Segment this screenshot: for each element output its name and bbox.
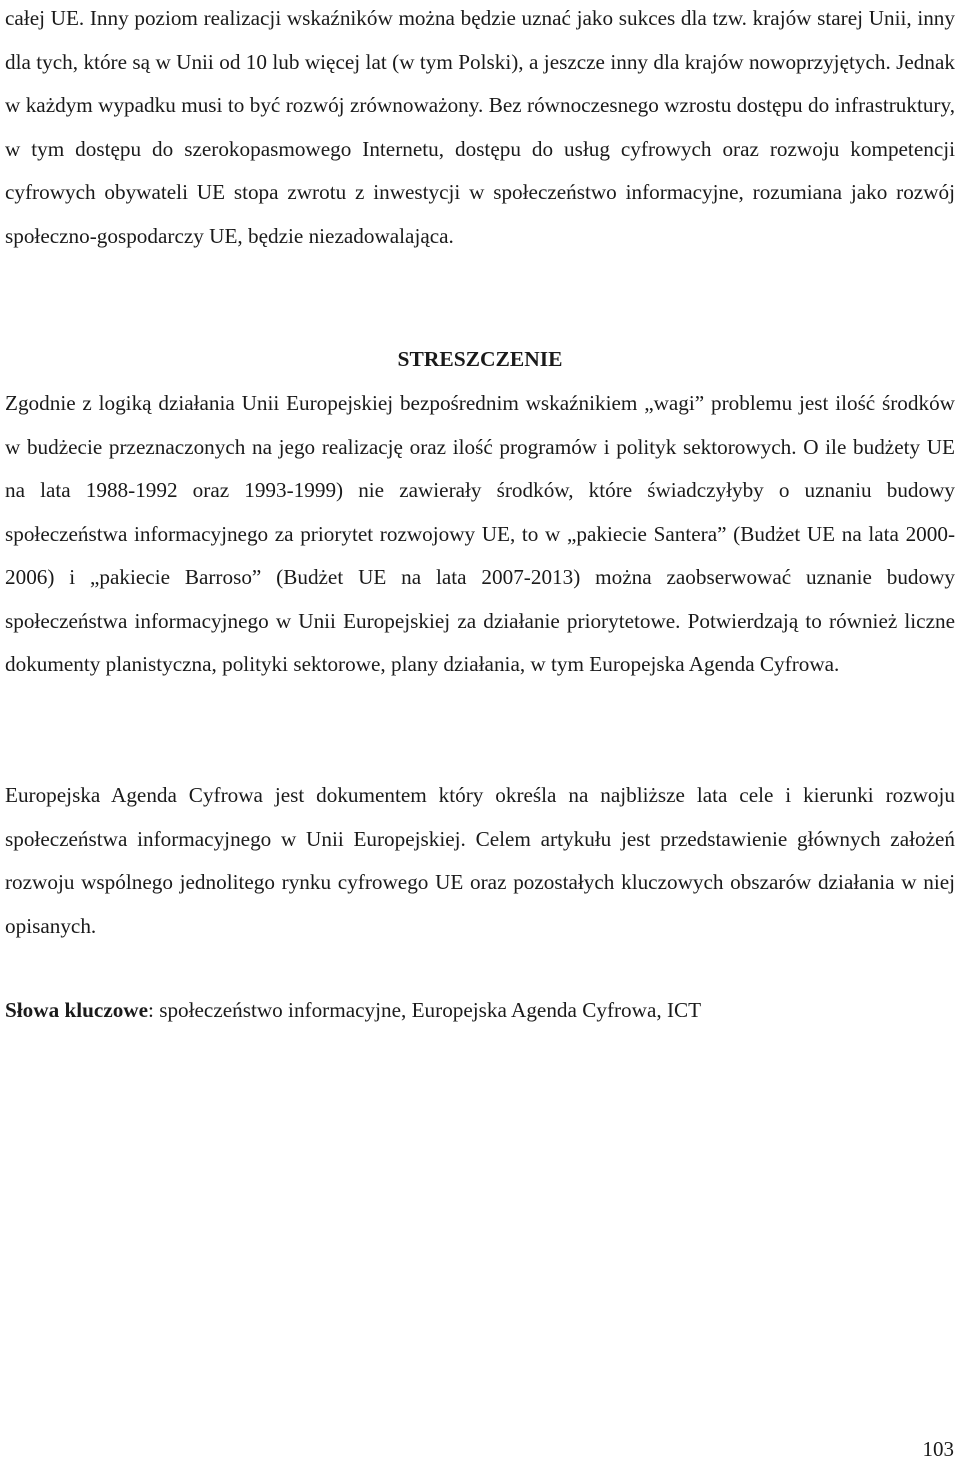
summary-paragraph: Europejska Agenda Cyfrowa jest dokumentem który określa na najbliższe lata cele i kierunki rozwoju społeczeństwa informacyjnego w Unii Europejskiej. Celem artykułu jest przedstawienie głównych założeń rozwoju wspólnego jednolitego rynku cyfrowego UE oraz pozostałych kluczowych obszarów działania w niej opisanych. [5,783,955,938]
body-paragraph: całej UE. Inny poziom realizacji wskaźników można będzie uznać jako sukces dla tzw. krajów starej Unii, inny dla tych, które są w Unii od 10 lub więcej lat (w tym Polski), a jeszcze inny dla krajów nowoprzyjętych. Jednak w każdym wypadku musi to być rozwój zrównoważony. Bez równoczesnego wzrostu dostępu do infrastruktury, w tym dostępu do szerokopasmowego Internetu, dostępu do usług cyfrowych oraz rozwoju kompetencji cyfrowych obywateli UE stopa zwrotu z inwestycji w społeczeństwo informacyjne, rozumiana jako rozwój społeczno-gospodarczy UE, będzie niezadowalająca. [5,6,955,248]
summary-heading: STRESZCZENIE [397,347,563,371]
keywords-text: : społeczeństwo informacyjne, Europejska Agenda Cyfrowa, ICT [148,998,702,1022]
summary-paragraph: Zgodnie z logiką działania Unii Europejskiej bezpośrednim wskaźnikiem „wagi” problemu jest ilość środków w budżecie przeznaczonych na jego realizację oraz ilość programów i polityk sektorowych. O ile budżety UE na lata 1988-1992 oraz 1993-1999) nie zawierały środków, które świadczyłyby o uznaniu budowy społeczeństwa informacyjnego za priorytet rozwojowy UE, to w „pakiecie Santera” (Budżet UE na lata 2000-2006) i „pakiecie Barroso” (Budżet UE na lata 2007-2013) można zaobserwować uznanie budowy społeczeństwa informacyjnego w Unii Europejskiej za działanie priorytetowe. Potwierdzają to również liczne dokumenty planistyczna, polityki sektorowe, plany działania, w tym Europejska Agenda Cyfrowa. [5,391,955,676]
page-number: 103 [922,1437,954,1461]
keywords-line [5,992,955,1028]
keywords-label: Słowa kluczowe [5,998,149,1022]
